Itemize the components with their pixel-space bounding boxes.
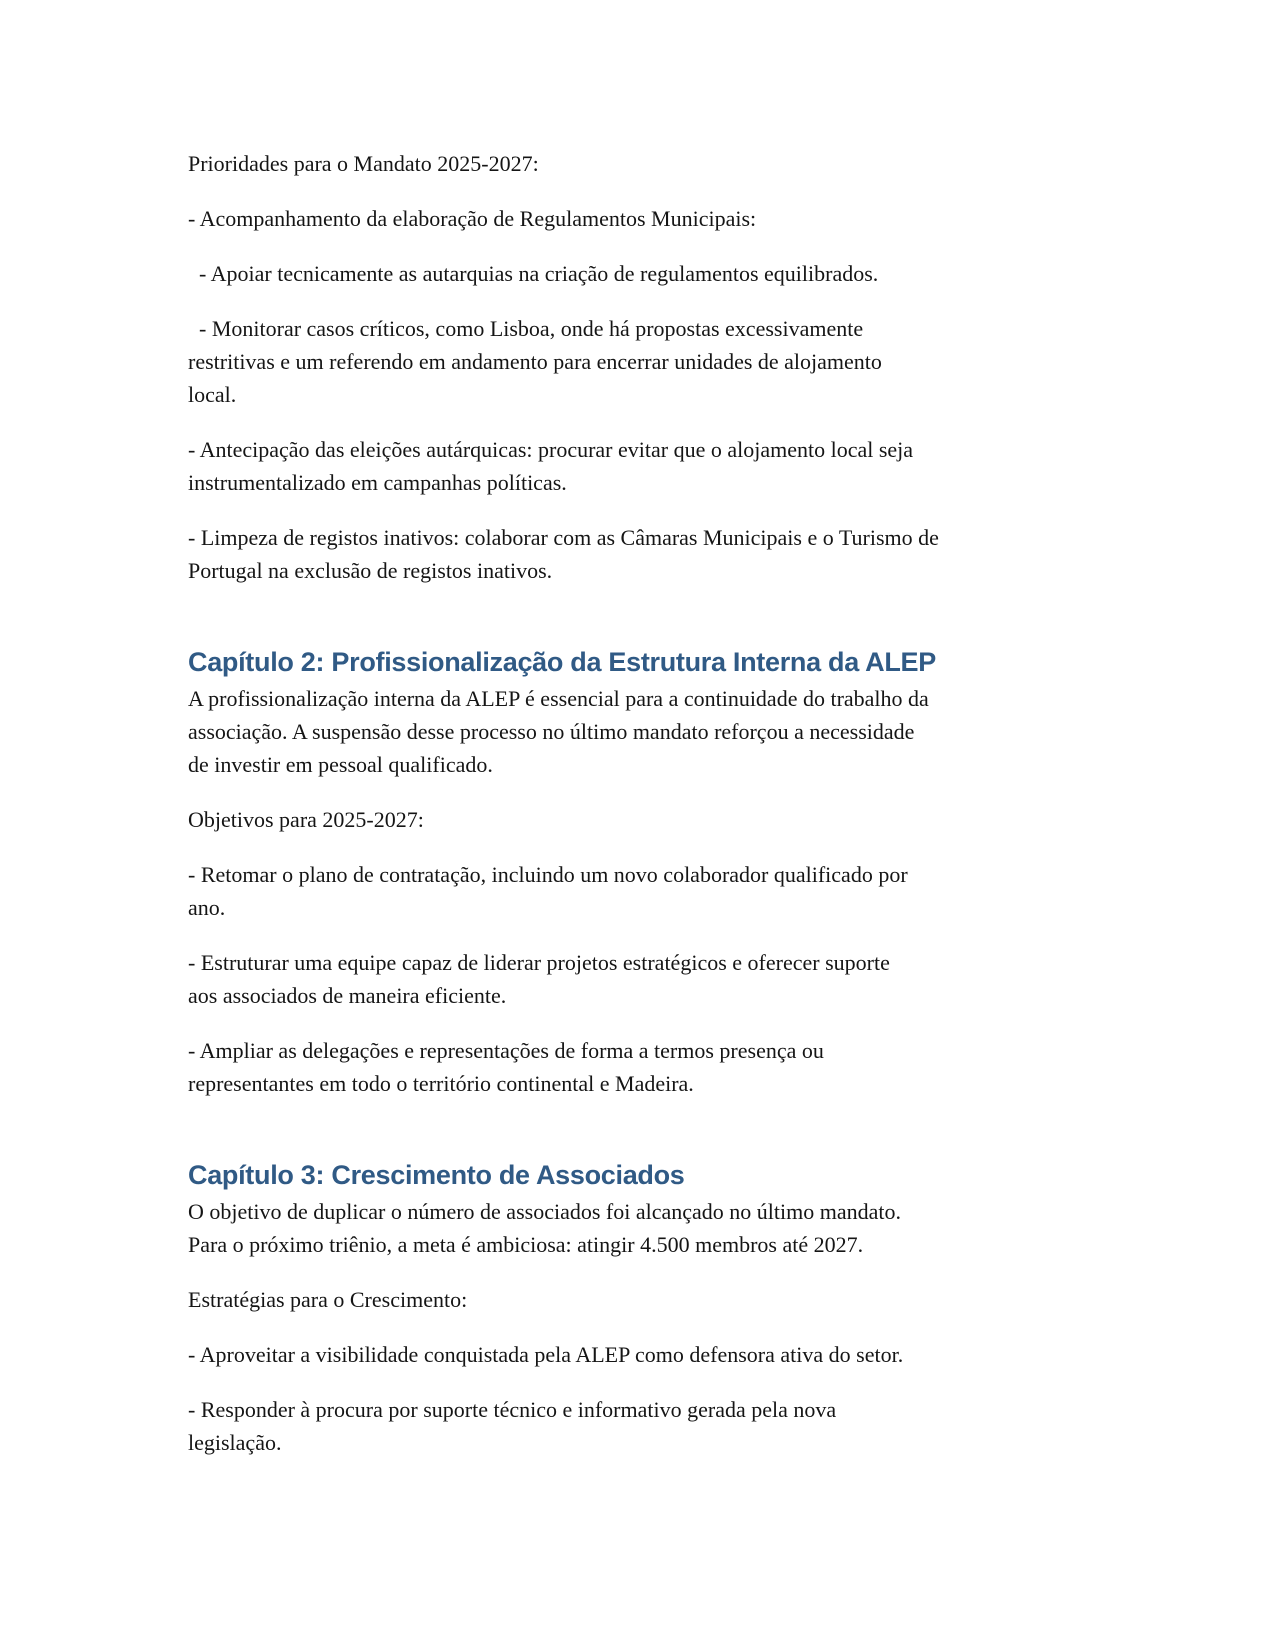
text-line: - Responder à procura por suporte técnico e informativo gerada pela nova bbox=[188, 1397, 837, 1422]
text-line: - Monitorar casos críticos, como Lisboa, onde há propostas excessivamente bbox=[188, 316, 864, 341]
text-line: A profissionalização interna da ALEP é essencial para a continuidade do trabalho da bbox=[188, 686, 929, 711]
text-line: - Apoiar tecnicamente as autarquias na criação de regulamentos equilibrados. bbox=[188, 261, 879, 286]
text-line: - Estruturar uma equipe capaz de liderar projetos estratégicos e oferecer suporte bbox=[188, 950, 890, 975]
text-line: de investir em pessoal qualificado. bbox=[188, 752, 493, 777]
paragraph bbox=[188, 1393, 1088, 1459]
text-line: instrumentalizado em campanhas políticas. bbox=[188, 470, 567, 495]
paragraph bbox=[188, 858, 1088, 924]
text-line: ano. bbox=[188, 895, 226, 920]
text-line: Estratégias para o Crescimento: bbox=[188, 1287, 468, 1312]
text-line: Capítulo 3: Crescimento de Associados bbox=[188, 1160, 685, 1190]
text-line: Capítulo 2: Profissionalização da Estrutura Interna da ALEP bbox=[188, 647, 936, 677]
paragraph bbox=[188, 257, 1088, 290]
paragraph bbox=[188, 1034, 1088, 1100]
document-content bbox=[188, 147, 1088, 1481]
text-line: O objetivo de duplicar o número de associados foi alcançado no último mandato. bbox=[188, 1199, 901, 1224]
text-line: aos associados de maneira eficiente. bbox=[188, 983, 507, 1008]
paragraph bbox=[188, 202, 1088, 235]
text-line: - Retomar o plano de contratação, incluindo um novo colaborador qualificado por bbox=[188, 862, 908, 887]
paragraph bbox=[188, 946, 1088, 1012]
text-line: - Acompanhamento da elaboração de Regulamentos Municipais: bbox=[188, 206, 757, 231]
text-line: representantes em todo o território continental e Madeira. bbox=[188, 1071, 694, 1096]
text-line: Prioridades para o Mandato 2025-2027: bbox=[188, 151, 539, 176]
paragraph bbox=[188, 147, 1088, 180]
text-line: Objetivos para 2025-2027: bbox=[188, 807, 424, 832]
section-heading bbox=[188, 1155, 1088, 1195]
paragraph bbox=[188, 521, 1088, 587]
section-heading bbox=[188, 642, 1088, 682]
text-line: - Limpeza de registos inativos: colaborar com as Câmaras Municipais e o Turismo de bbox=[188, 525, 939, 550]
paragraph bbox=[188, 1338, 1088, 1371]
text-line: - Aproveitar a visibilidade conquistada pela ALEP como defensora ativa do setor. bbox=[188, 1342, 904, 1367]
text-line: restritivas e um referendo em andamento para encerrar unidades de alojamento bbox=[188, 349, 882, 374]
paragraph bbox=[188, 682, 1088, 781]
text-line: associação. A suspensão desse processo no último mandato reforçou a necessidade bbox=[188, 719, 915, 744]
paragraph bbox=[188, 433, 1088, 499]
text-line: Para o próximo triênio, a meta é ambiciosa: atingir 4.500 membros até 2027. bbox=[188, 1232, 864, 1257]
paragraph bbox=[188, 312, 1088, 411]
text-line: local. bbox=[188, 382, 237, 407]
text-line: - Antecipação das eleições autárquicas: procurar evitar que o alojamento local seja bbox=[188, 437, 914, 462]
paragraph bbox=[188, 1283, 1088, 1316]
text-line: legislação. bbox=[188, 1430, 282, 1455]
paragraph bbox=[188, 1195, 1088, 1261]
text-line: - Ampliar as delegações e representações de forma a termos presença ou bbox=[188, 1038, 824, 1063]
paragraph bbox=[188, 803, 1088, 836]
text-line: Portugal na exclusão de registos inativos. bbox=[188, 558, 553, 583]
